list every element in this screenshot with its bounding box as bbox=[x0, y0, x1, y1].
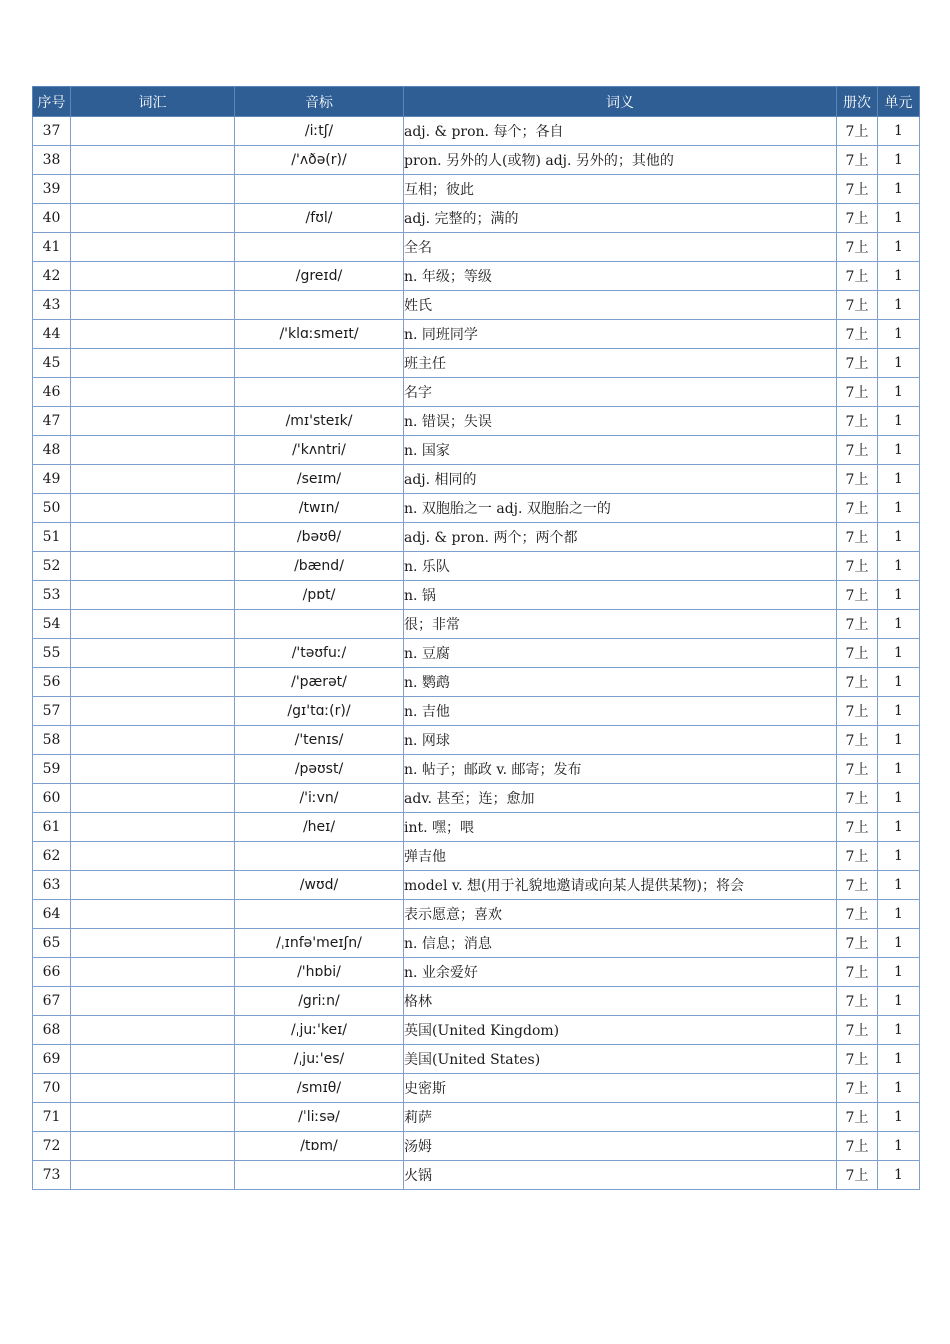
cell-word bbox=[71, 842, 235, 871]
cell-meaning: 班主任 bbox=[404, 349, 837, 378]
cell-index: 56 bbox=[33, 668, 71, 697]
cell-phonetic: /heɪ/ bbox=[235, 813, 404, 842]
cell-word bbox=[71, 494, 235, 523]
cell-unit: 1 bbox=[878, 1016, 920, 1045]
cell-index: 47 bbox=[33, 407, 71, 436]
cell-word bbox=[71, 1161, 235, 1190]
cell-word bbox=[71, 320, 235, 349]
cell-unit: 1 bbox=[878, 784, 920, 813]
cell-word bbox=[71, 813, 235, 842]
cell-phonetic: /ˌɪnfə'meɪʃn/ bbox=[235, 929, 404, 958]
cell-book: 7上 bbox=[837, 1132, 878, 1161]
table-row bbox=[33, 784, 920, 813]
cell-phonetic bbox=[235, 378, 404, 407]
cell-meaning: 英国(United Kingdom) bbox=[404, 1016, 837, 1045]
cell-meaning: 史密斯 bbox=[404, 1074, 837, 1103]
cell-index: 53 bbox=[33, 581, 71, 610]
cell-unit: 1 bbox=[878, 349, 920, 378]
cell-index: 62 bbox=[33, 842, 71, 871]
cell-book: 7上 bbox=[837, 987, 878, 1016]
cell-phonetic: /smɪθ/ bbox=[235, 1074, 404, 1103]
cell-phonetic: /ˈliːsə/ bbox=[235, 1103, 404, 1132]
cell-word bbox=[71, 175, 235, 204]
cell-index: 51 bbox=[33, 523, 71, 552]
cell-word bbox=[71, 523, 235, 552]
cell-book: 7上 bbox=[837, 204, 878, 233]
table-row bbox=[33, 726, 920, 755]
cell-book: 7上 bbox=[837, 349, 878, 378]
cell-word bbox=[71, 378, 235, 407]
cell-phonetic bbox=[235, 610, 404, 639]
cell-word bbox=[71, 697, 235, 726]
cell-unit: 1 bbox=[878, 523, 920, 552]
cell-meaning: adj. & pron. 两个；两个都 bbox=[404, 523, 837, 552]
cell-meaning: 名字 bbox=[404, 378, 837, 407]
cell-unit: 1 bbox=[878, 320, 920, 349]
cell-meaning: n. 同班同学 bbox=[404, 320, 837, 349]
table-row bbox=[33, 494, 920, 523]
cell-book: 7上 bbox=[837, 117, 878, 146]
cell-book: 7上 bbox=[837, 784, 878, 813]
cell-word bbox=[71, 262, 235, 291]
cell-book: 7上 bbox=[837, 929, 878, 958]
cell-word bbox=[71, 668, 235, 697]
column-header-meaning: 词义 bbox=[404, 87, 837, 117]
cell-meaning: 全名 bbox=[404, 233, 837, 262]
table-header-row bbox=[33, 87, 920, 117]
column-header-phonetic: 音标 bbox=[235, 87, 404, 117]
cell-index: 61 bbox=[33, 813, 71, 842]
cell-phonetic: /fʊl/ bbox=[235, 204, 404, 233]
cell-meaning: 很；非常 bbox=[404, 610, 837, 639]
table-row bbox=[33, 755, 920, 784]
cell-phonetic: /gɪ'tɑː(r)/ bbox=[235, 697, 404, 726]
cell-meaning: model v. 想(用于礼貌地邀请或向某人提供某物)；将会 bbox=[404, 871, 837, 900]
cell-book: 7上 bbox=[837, 900, 878, 929]
cell-word bbox=[71, 1103, 235, 1132]
cell-meaning: n. 信息；消息 bbox=[404, 929, 837, 958]
cell-index: 42 bbox=[33, 262, 71, 291]
table-row bbox=[33, 697, 920, 726]
cell-unit: 1 bbox=[878, 610, 920, 639]
cell-index: 49 bbox=[33, 465, 71, 494]
cell-meaning: n. 帖子；邮政 v. 邮寄；发布 bbox=[404, 755, 837, 784]
column-header-unit: 单元 bbox=[878, 87, 920, 117]
cell-index: 57 bbox=[33, 697, 71, 726]
table-row bbox=[33, 1132, 920, 1161]
cell-meaning: n. 业余爱好 bbox=[404, 958, 837, 987]
cell-unit: 1 bbox=[878, 639, 920, 668]
cell-word bbox=[71, 436, 235, 465]
cell-meaning: 互相；彼此 bbox=[404, 175, 837, 204]
cell-meaning: 汤姆 bbox=[404, 1132, 837, 1161]
cell-phonetic: /'kʌntri/ bbox=[235, 436, 404, 465]
cell-word bbox=[71, 552, 235, 581]
vocabulary-sheet bbox=[32, 86, 919, 1190]
cell-meaning: 表示愿意；喜欢 bbox=[404, 900, 837, 929]
cell-index: 46 bbox=[33, 378, 71, 407]
cell-meaning: n. 乐队 bbox=[404, 552, 837, 581]
table-row bbox=[33, 1103, 920, 1132]
cell-phonetic bbox=[235, 842, 404, 871]
cell-phonetic: /iːtʃ/ bbox=[235, 117, 404, 146]
table-row bbox=[33, 610, 920, 639]
cell-index: 55 bbox=[33, 639, 71, 668]
table-row bbox=[33, 958, 920, 987]
cell-phonetic: /'hɒbi/ bbox=[235, 958, 404, 987]
cell-word bbox=[71, 610, 235, 639]
cell-book: 7上 bbox=[837, 262, 878, 291]
cell-meaning: 美国(United States) bbox=[404, 1045, 837, 1074]
cell-book: 7上 bbox=[837, 1045, 878, 1074]
cell-word bbox=[71, 407, 235, 436]
cell-unit: 1 bbox=[878, 1161, 920, 1190]
table-body bbox=[33, 117, 920, 1190]
cell-phonetic: /mɪ'steɪk/ bbox=[235, 407, 404, 436]
table-row bbox=[33, 552, 920, 581]
cell-unit: 1 bbox=[878, 117, 920, 146]
cell-index: 70 bbox=[33, 1074, 71, 1103]
table-row bbox=[33, 262, 920, 291]
cell-word bbox=[71, 465, 235, 494]
cell-book: 7上 bbox=[837, 436, 878, 465]
cell-word bbox=[71, 958, 235, 987]
cell-index: 68 bbox=[33, 1016, 71, 1045]
cell-index: 59 bbox=[33, 755, 71, 784]
cell-unit: 1 bbox=[878, 1045, 920, 1074]
cell-meaning: int. 嘿；喂 bbox=[404, 813, 837, 842]
cell-book: 7上 bbox=[837, 146, 878, 175]
cell-index: 72 bbox=[33, 1132, 71, 1161]
cell-index: 64 bbox=[33, 900, 71, 929]
cell-meaning: adj. & pron. 每个；各自 bbox=[404, 117, 837, 146]
cell-book: 7上 bbox=[837, 1016, 878, 1045]
cell-meaning: n. 双胞胎之一 adj. 双胞胎之一的 bbox=[404, 494, 837, 523]
cell-index: 48 bbox=[33, 436, 71, 465]
cell-unit: 1 bbox=[878, 697, 920, 726]
cell-meaning: 莉萨 bbox=[404, 1103, 837, 1132]
cell-index: 63 bbox=[33, 871, 71, 900]
table-row bbox=[33, 987, 920, 1016]
cell-index: 45 bbox=[33, 349, 71, 378]
cell-unit: 1 bbox=[878, 900, 920, 929]
table-row bbox=[33, 175, 920, 204]
cell-phonetic: /bænd/ bbox=[235, 552, 404, 581]
cell-phonetic: /seɪm/ bbox=[235, 465, 404, 494]
cell-unit: 1 bbox=[878, 436, 920, 465]
cell-phonetic: /'pærət/ bbox=[235, 668, 404, 697]
cell-phonetic: /'iːvn/ bbox=[235, 784, 404, 813]
cell-book: 7上 bbox=[837, 871, 878, 900]
cell-book: 7上 bbox=[837, 552, 878, 581]
cell-meaning: n. 网球 bbox=[404, 726, 837, 755]
cell-phonetic bbox=[235, 349, 404, 378]
cell-book: 7上 bbox=[837, 726, 878, 755]
table-row bbox=[33, 233, 920, 262]
cell-meaning: 火锅 bbox=[404, 1161, 837, 1190]
cell-index: 69 bbox=[33, 1045, 71, 1074]
cell-phonetic bbox=[235, 1161, 404, 1190]
table-row bbox=[33, 465, 920, 494]
cell-phonetic bbox=[235, 291, 404, 320]
table-row bbox=[33, 871, 920, 900]
cell-word bbox=[71, 639, 235, 668]
cell-book: 7上 bbox=[837, 175, 878, 204]
table-row bbox=[33, 378, 920, 407]
cell-book: 7上 bbox=[837, 639, 878, 668]
cell-unit: 1 bbox=[878, 233, 920, 262]
cell-word bbox=[71, 291, 235, 320]
cell-meaning: n. 豆腐 bbox=[404, 639, 837, 668]
cell-unit: 1 bbox=[878, 291, 920, 320]
cell-book: 7上 bbox=[837, 465, 878, 494]
cell-index: 52 bbox=[33, 552, 71, 581]
cell-index: 65 bbox=[33, 929, 71, 958]
cell-index: 71 bbox=[33, 1103, 71, 1132]
cell-word bbox=[71, 233, 235, 262]
cell-index: 67 bbox=[33, 987, 71, 1016]
cell-unit: 1 bbox=[878, 755, 920, 784]
cell-unit: 1 bbox=[878, 407, 920, 436]
cell-word bbox=[71, 1132, 235, 1161]
cell-index: 41 bbox=[33, 233, 71, 262]
cell-book: 7上 bbox=[837, 233, 878, 262]
cell-meaning: adj. 完整的；满的 bbox=[404, 204, 837, 233]
cell-index: 37 bbox=[33, 117, 71, 146]
cell-book: 7上 bbox=[837, 407, 878, 436]
cell-unit: 1 bbox=[878, 871, 920, 900]
cell-meaning: pron. 另外的人(或物) adj. 另外的；其他的 bbox=[404, 146, 837, 175]
cell-book: 7上 bbox=[837, 320, 878, 349]
cell-unit: 1 bbox=[878, 581, 920, 610]
table-row bbox=[33, 1074, 920, 1103]
cell-meaning: n. 国家 bbox=[404, 436, 837, 465]
cell-index: 40 bbox=[33, 204, 71, 233]
cell-book: 7上 bbox=[837, 1103, 878, 1132]
cell-unit: 1 bbox=[878, 1074, 920, 1103]
cell-meaning: n. 错误；失误 bbox=[404, 407, 837, 436]
cell-book: 7上 bbox=[837, 755, 878, 784]
cell-phonetic: /griːn/ bbox=[235, 987, 404, 1016]
cell-phonetic: /'klɑːsmeɪt/ bbox=[235, 320, 404, 349]
cell-book: 7上 bbox=[837, 958, 878, 987]
table-row bbox=[33, 581, 920, 610]
cell-phonetic bbox=[235, 900, 404, 929]
cell-meaning: n. 吉他 bbox=[404, 697, 837, 726]
cell-meaning: 弹吉他 bbox=[404, 842, 837, 871]
cell-unit: 1 bbox=[878, 726, 920, 755]
cell-book: 7上 bbox=[837, 1074, 878, 1103]
cell-unit: 1 bbox=[878, 1103, 920, 1132]
table-row bbox=[33, 900, 920, 929]
table-row bbox=[33, 146, 920, 175]
cell-phonetic: /'ʌðə(r)/ bbox=[235, 146, 404, 175]
cell-meaning: n. 锅 bbox=[404, 581, 837, 610]
cell-phonetic: /pəʊst/ bbox=[235, 755, 404, 784]
cell-index: 39 bbox=[33, 175, 71, 204]
table-row bbox=[33, 204, 920, 233]
table-row bbox=[33, 349, 920, 378]
cell-meaning: n. 鹦鹉 bbox=[404, 668, 837, 697]
cell-unit: 1 bbox=[878, 929, 920, 958]
cell-book: 7上 bbox=[837, 581, 878, 610]
column-header-word: 词汇 bbox=[71, 87, 235, 117]
cell-index: 54 bbox=[33, 610, 71, 639]
cell-unit: 1 bbox=[878, 842, 920, 871]
cell-unit: 1 bbox=[878, 262, 920, 291]
table-row bbox=[33, 842, 920, 871]
cell-index: 66 bbox=[33, 958, 71, 987]
cell-unit: 1 bbox=[878, 465, 920, 494]
table-row bbox=[33, 1161, 920, 1190]
cell-book: 7上 bbox=[837, 668, 878, 697]
table-row bbox=[33, 407, 920, 436]
cell-word bbox=[71, 929, 235, 958]
cell-phonetic: /twɪn/ bbox=[235, 494, 404, 523]
cell-phonetic: /tɒm/ bbox=[235, 1132, 404, 1161]
cell-index: 60 bbox=[33, 784, 71, 813]
vocabulary-table bbox=[32, 86, 920, 1190]
cell-word bbox=[71, 784, 235, 813]
cell-book: 7上 bbox=[837, 1161, 878, 1190]
column-header-index: 序号 bbox=[33, 87, 71, 117]
cell-phonetic: /bəʊθ/ bbox=[235, 523, 404, 552]
cell-phonetic: /pɒt/ bbox=[235, 581, 404, 610]
cell-word bbox=[71, 146, 235, 175]
cell-phonetic: /wʊd/ bbox=[235, 871, 404, 900]
cell-phonetic bbox=[235, 233, 404, 262]
cell-index: 44 bbox=[33, 320, 71, 349]
cell-unit: 1 bbox=[878, 958, 920, 987]
cell-meaning: 姓氏 bbox=[404, 291, 837, 320]
cell-word bbox=[71, 204, 235, 233]
cell-unit: 1 bbox=[878, 552, 920, 581]
cell-book: 7上 bbox=[837, 523, 878, 552]
cell-meaning: n. 年级；等级 bbox=[404, 262, 837, 291]
cell-unit: 1 bbox=[878, 987, 920, 1016]
table-row bbox=[33, 523, 920, 552]
cell-book: 7上 bbox=[837, 291, 878, 320]
cell-index: 58 bbox=[33, 726, 71, 755]
cell-book: 7上 bbox=[837, 813, 878, 842]
cell-book: 7上 bbox=[837, 610, 878, 639]
cell-word bbox=[71, 1074, 235, 1103]
cell-unit: 1 bbox=[878, 668, 920, 697]
cell-meaning: adv. 甚至；连；愈加 bbox=[404, 784, 837, 813]
cell-word bbox=[71, 755, 235, 784]
cell-index: 73 bbox=[33, 1161, 71, 1190]
cell-phonetic: /greɪd/ bbox=[235, 262, 404, 291]
cell-meaning: adj. 相同的 bbox=[404, 465, 837, 494]
cell-phonetic: /ˌjuː'keɪ/ bbox=[235, 1016, 404, 1045]
table-row bbox=[33, 813, 920, 842]
table-row bbox=[33, 929, 920, 958]
cell-word bbox=[71, 1045, 235, 1074]
cell-word bbox=[71, 581, 235, 610]
cell-word bbox=[71, 871, 235, 900]
cell-book: 7上 bbox=[837, 494, 878, 523]
table-row bbox=[33, 1016, 920, 1045]
cell-meaning: 格林 bbox=[404, 987, 837, 1016]
cell-unit: 1 bbox=[878, 175, 920, 204]
table-row bbox=[33, 436, 920, 465]
cell-word bbox=[71, 349, 235, 378]
cell-word bbox=[71, 726, 235, 755]
table-row bbox=[33, 291, 920, 320]
cell-index: 43 bbox=[33, 291, 71, 320]
cell-unit: 1 bbox=[878, 1132, 920, 1161]
cell-word bbox=[71, 117, 235, 146]
cell-phonetic bbox=[235, 175, 404, 204]
cell-phonetic: /ˌjuː'es/ bbox=[235, 1045, 404, 1074]
cell-unit: 1 bbox=[878, 378, 920, 407]
cell-unit: 1 bbox=[878, 146, 920, 175]
table-row bbox=[33, 668, 920, 697]
cell-word bbox=[71, 987, 235, 1016]
cell-index: 50 bbox=[33, 494, 71, 523]
cell-word bbox=[71, 900, 235, 929]
table-row bbox=[33, 1045, 920, 1074]
cell-unit: 1 bbox=[878, 813, 920, 842]
cell-unit: 1 bbox=[878, 204, 920, 233]
table-row bbox=[33, 639, 920, 668]
cell-phonetic: /'tenɪs/ bbox=[235, 726, 404, 755]
column-header-book: 册次 bbox=[837, 87, 878, 117]
cell-word bbox=[71, 1016, 235, 1045]
cell-phonetic: /'təʊfuː/ bbox=[235, 639, 404, 668]
cell-book: 7上 bbox=[837, 697, 878, 726]
table-row bbox=[33, 117, 920, 146]
cell-book: 7上 bbox=[837, 378, 878, 407]
cell-book: 7上 bbox=[837, 842, 878, 871]
table-row bbox=[33, 320, 920, 349]
cell-index: 38 bbox=[33, 146, 71, 175]
cell-unit: 1 bbox=[878, 494, 920, 523]
